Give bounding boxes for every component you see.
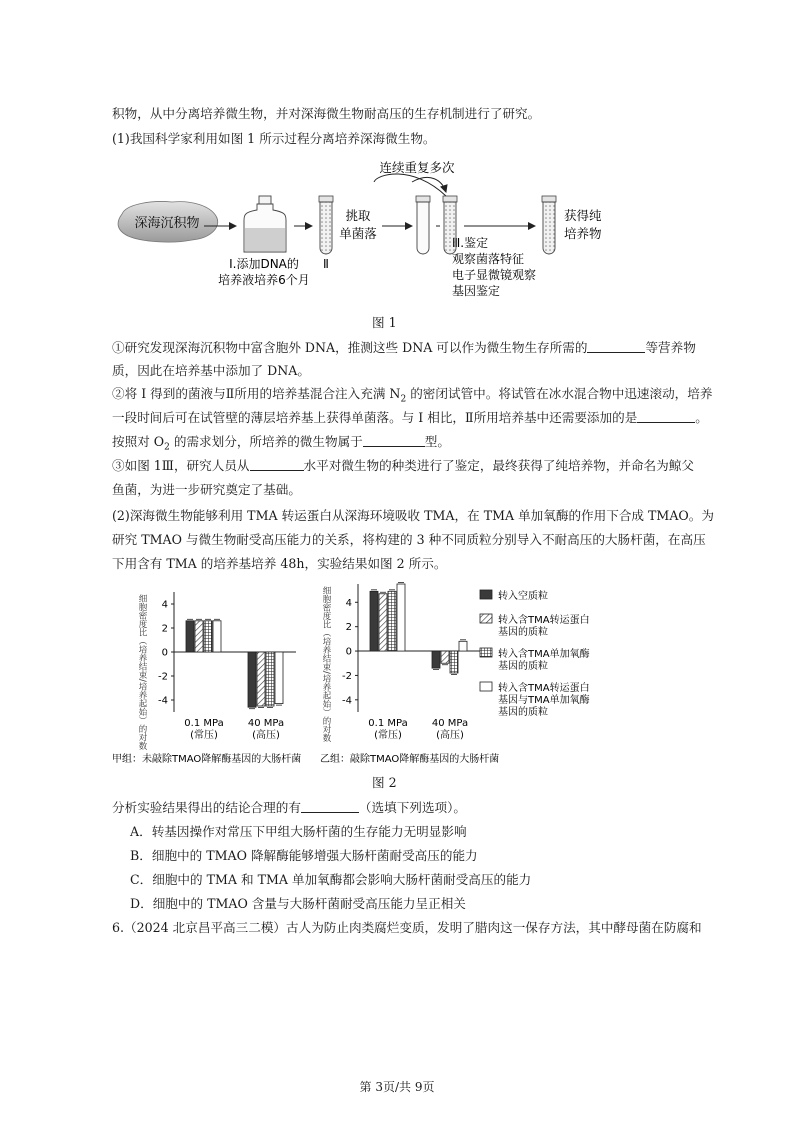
step1-label-line1: Ⅰ.添加DNA的	[229, 257, 299, 271]
paragraph-2a: (2)深海微生物能够利用 TMA 转运蛋白从深海环境吸收 TMA，在 TMA 单加氧酶的作用下合成 TMAO。为	[112, 508, 714, 523]
step3-label-line3: 电子显微镜观察	[452, 268, 537, 282]
y-tick-label: 2	[345, 622, 352, 634]
legend-swatch-3	[480, 682, 492, 691]
legend-label: 转入含TMA单加氧酶	[498, 649, 590, 660]
legend-swatch-0	[480, 590, 492, 599]
answer-blank-3[interactable]	[363, 434, 425, 447]
y-axis-label: 细胞密度比（培养结束/培养起始）的对数	[321, 586, 331, 742]
legend-label: 基因的质粒	[498, 661, 548, 672]
x-category-sublabel: (常压)	[190, 730, 218, 741]
question-3b: 鱼菌，为进一步研究奠定了基础。	[112, 482, 301, 497]
question-2c: 按照对 $O_2$ 的需求划分，所培养的微生物属于 型。	[112, 434, 450, 453]
y-tick-label: 2	[161, 623, 168, 635]
x-category-sublabel: (高压)	[252, 730, 280, 741]
y-tick-label: 0	[161, 647, 168, 659]
step1-label-line2: 培养液培养6个月	[218, 273, 310, 287]
y-tick-label: 4	[161, 599, 168, 611]
legend-swatch-2	[480, 648, 492, 657]
x-category-sublabel: (高压)	[436, 730, 464, 741]
bar-0-1-0	[248, 652, 256, 707]
figure2-caption: 图 2	[372, 775, 397, 790]
bar-0-0-3	[213, 621, 221, 652]
y-tick-label: -4	[158, 695, 168, 707]
repeat-arc-arrow	[374, 174, 446, 196]
bar-1-1-0	[432, 651, 440, 668]
step3-label-line1: Ⅲ.鉴定	[452, 236, 489, 250]
legend-label: 转入空质粒	[498, 591, 548, 602]
question-6: 6.（2024 北京昌平高三二模）古人为防止肉类腐烂变质，发明了腊肉这一保存方法，其中酵母菌在防腐和	[112, 920, 702, 935]
text-line-1: 积物，从中分离培养微生物，并对深海微生物耐高压的生存机制进行了研究。	[112, 106, 541, 121]
answer-blank-2[interactable]	[637, 410, 695, 423]
bar-0-1-3	[275, 652, 283, 704]
sediment-label: 深海沉积物	[134, 216, 200, 231]
result-label-line2: 培养物	[564, 226, 602, 241]
legend-label: 转入含TMA转运蛋白	[498, 615, 590, 626]
y-tick-label: 0	[345, 646, 352, 658]
answer-blank-5[interactable]	[301, 800, 359, 813]
y-axis-label: 细胞密度比（培养结束/培养起始）的对数	[137, 594, 147, 750]
figure2-charts	[112, 578, 672, 768]
step3-label-line2: 观察菌落特征	[452, 252, 525, 266]
y-tick-label: -4	[342, 695, 352, 707]
y-tick-label: -2	[158, 671, 168, 683]
question-1b: 质，因此在培养基中添加了 DNA。	[112, 363, 310, 378]
legend-label: 基因的质粒	[498, 627, 548, 638]
bar-1-0-2	[388, 591, 396, 651]
answer-blank-4[interactable]	[250, 458, 304, 471]
legend-swatch-1	[480, 614, 492, 623]
y-tick-label: 4	[345, 597, 352, 609]
question-1a: ①研究发现深海沉积物中富含胞外 DNA，推测这些 DNA 可以作为微生物生存所需的 等营养物	[112, 340, 696, 355]
bar-0-0-0	[186, 621, 194, 652]
bar-1-0-3	[397, 584, 405, 651]
bar-1-1-2	[450, 651, 458, 673]
bar-1-1-3	[459, 641, 467, 651]
test-tube-4-icon	[542, 196, 556, 254]
x-category-sublabel: (常压)	[374, 730, 402, 741]
pick-label-line1: 挑取	[345, 208, 371, 223]
page-footer: 第 3页/共 9页	[359, 1080, 435, 1094]
bar-1-1-1	[441, 651, 449, 663]
bar-0-0-2	[204, 621, 212, 652]
panel-caption: 甲组：未敲除TMAO降解酶基因的大肠杆菌	[112, 754, 302, 765]
figure1-caption: 图 1	[372, 315, 397, 330]
question-2b: 一段时间后可在试管壁的薄层培养基上获得单菌落。与 I 相比，Ⅱ所用培养基中还需要添加的是 。	[112, 410, 708, 425]
x-category-label: 40 MPa	[247, 718, 285, 729]
step2-label: Ⅱ	[323, 257, 329, 271]
ask-line: 分析实验结果得出的结论合理的有 （选填下列选项）。	[112, 800, 466, 815]
panel-caption: 乙组：敲除TMAO降解酶基因的大肠杆菌	[320, 754, 500, 765]
figure1-diagram	[112, 156, 672, 306]
test-tube-2-icon	[416, 196, 430, 254]
bar-1-0-1	[379, 594, 387, 651]
option-c[interactable]: C．细胞中的 TMA 和 TMA 单加氧酶都会影响大肠杆菌耐受高压的能力	[130, 872, 532, 887]
question-2a: ②将 I 得到的菌液与Ⅱ所用的培养基混合注入充满 $N_2$ 的密闭试管中。将试管在冰水混合物中迅速滚动，培养	[112, 386, 713, 405]
legend-label: 基因与TMA单加氧酶	[498, 695, 590, 706]
repeat-label: 连续重复多次	[379, 160, 455, 175]
test-tube-1-icon	[319, 196, 333, 254]
legend-label: 基因的质粒	[498, 707, 548, 718]
option-b[interactable]: B．细胞中的 TMAO 降解酶能够增强大肠杆菌耐受高压的能力	[130, 848, 478, 863]
x-category-label: 0.1 MPa	[368, 718, 408, 729]
result-label-line1: 获得纯	[564, 208, 602, 223]
pick-label-line2: 单菌落	[339, 226, 377, 241]
bar-0-0-1	[195, 621, 203, 652]
question-3a: ③如图 1Ⅲ，研究人员从 水平对微生物的种类进行了鉴定，最终获得了纯培养物，并命名为鲸父	[112, 458, 694, 473]
bar-0-1-2	[266, 652, 274, 706]
step3-label-line4: 基因鉴定	[452, 284, 501, 298]
paragraph-2b: 研究 TMAO 与微生物耐受高压能力的关系，将构建的 3 种不同质粒分别导入不耐高压的大肠杆菌，在高压	[112, 532, 706, 547]
option-d[interactable]: D．细胞中的 TMAO 含量与大肠杆菌耐受高压能力呈正相关	[130, 896, 466, 911]
x-category-label: 40 MPa	[431, 718, 469, 729]
bar-0-1-1	[257, 652, 265, 706]
text-line-2: (1)我国科学家利用如图 1 所示过程分离培养深海微生物。	[112, 131, 436, 146]
bar-1-0-0	[370, 591, 378, 651]
y-tick-label: -2	[342, 670, 352, 682]
paragraph-2c: 下用含有 TMA 的培养基培养 48h，实验结果如图 2 所示。	[112, 556, 447, 571]
x-category-label: 0.1 MPa	[184, 718, 224, 729]
option-a[interactable]: A．转基因操作对常压下甲组大肠杆菌的生存能力无明显影响	[130, 824, 467, 839]
culture-bottle-icon	[244, 196, 286, 252]
legend-label: 转入含TMA转运蛋白	[498, 683, 590, 694]
answer-blank-1[interactable]	[587, 340, 645, 353]
